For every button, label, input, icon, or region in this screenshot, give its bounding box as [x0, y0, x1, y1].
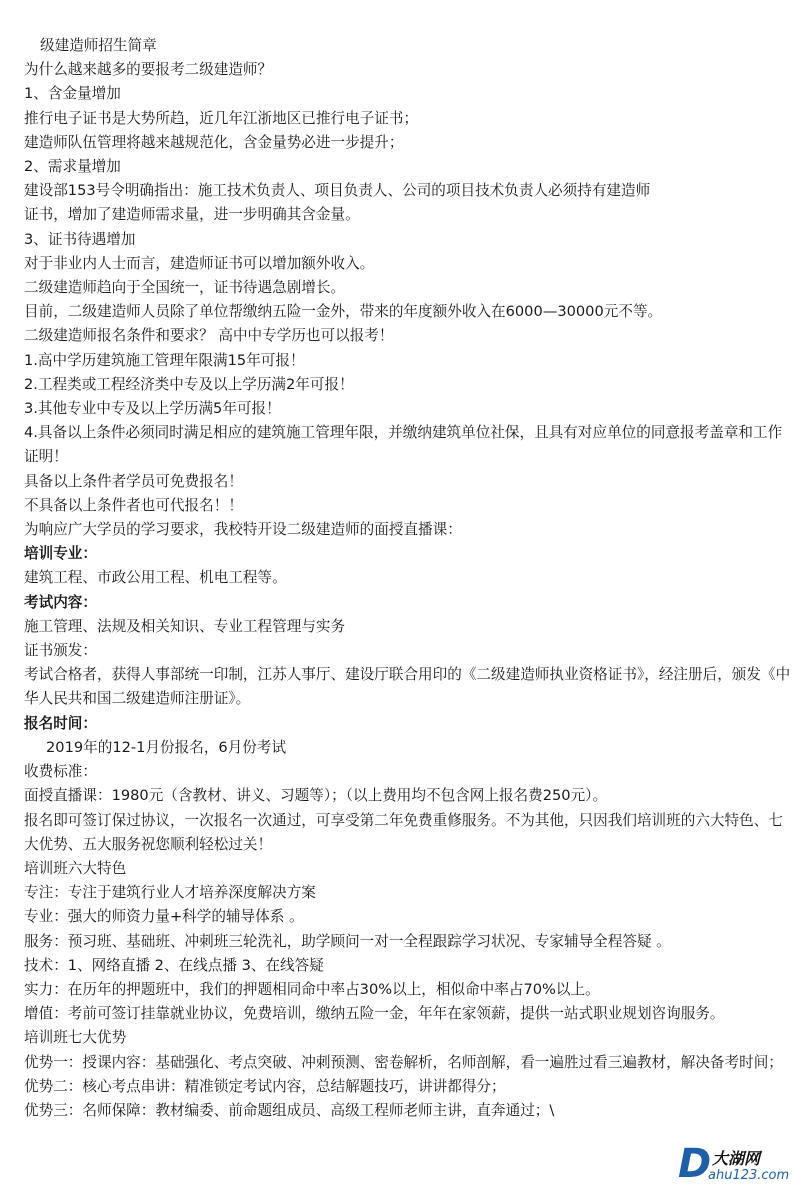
logo-d-icon: D [678, 1141, 712, 1187]
paragraph-line: 建筑工程、市政公用工程、机电工程等。 [24, 569, 287, 587]
list-item: 2.工程类或工程经济类中专及以上学历满2年可报！ [24, 375, 354, 393]
paragraph-line: 优势三：名师保障：教材编委、前命题组成员、高级工程师老师主讲，直奔通过；\ [24, 1101, 555, 1119]
doc-title: 级建造师招生简章 [40, 37, 157, 54]
paragraph-line: 增值：考前可签订挂靠就业协议，免费培训，缴纳五险一金，年年在家领薪，提供一站式职业规划咨询服务。 [24, 1005, 725, 1023]
section-heading: 2、需求量增加 [24, 158, 121, 176]
label-fee: 收费标准： [24, 763, 97, 781]
paragraph-line: 具备以上条件者学员可免费报名！ [24, 472, 243, 490]
paragraph-line: 面授直播课：1980元（含教材、讲义、习题等）；（以上费用均不包含网上报名费250元）。 [24, 787, 608, 805]
paragraph-line: 专注：专注于建筑行业人才培养深度解决方案 [24, 884, 316, 902]
section-heading: 1、含金量增加 [24, 85, 121, 103]
list-item: 3.其他专业中专及以上学历满5年可报！ [24, 400, 281, 418]
paragraph-line: 为响应广大学员的学习要求，我校特开设二级建造师的面授直播课： [24, 521, 462, 539]
paragraph-line: 服务：预习班、基础班、冲刺班三轮洗礼，助学顾问一对一全程跟踪学习状况、专家辅导全程答疑 。 [24, 932, 671, 950]
label-registration-time: 报名时间： [24, 714, 97, 732]
document-body [24, 34, 792, 1123]
list-item: 1.高中学历建筑施工管理年限满15年可报！ [24, 351, 305, 369]
paragraph-line: 施工管理、法规及相关知识、专业工程管理与实务 [24, 617, 346, 635]
watermark-logo [674, 1142, 792, 1188]
paragraph-line: 考试合格者，获得人事部统一印制，江苏人事厅、建设厅联合用印的《二级建造师执业资格证书》，经注册后，颁发《中华人民共和国二级建造师注册证》。 [24, 666, 791, 708]
label-certificate: 证书颁发： [24, 642, 97, 660]
list-item: 4.具备以上条件必须同时满足相应的建筑施工管理年限，并缴纳建筑单位社保，且具有对应单位的同意报考盖章和工作证明！ [24, 424, 783, 466]
paragraph-line: 优势二：核心考点串讲：精准锁定考试内容，总结解题技巧，讲讲都得分； [24, 1077, 506, 1095]
paragraph-line: 优势一：授课内容：基础强化、考点突破、冲刺预测、密卷解析，名师剖解，看一遍胜过看三遍教材，解决备考时间； [24, 1053, 783, 1071]
paragraph-line: 专业：强大的师资力量+科学的辅导体系 。 [24, 908, 304, 926]
paragraph-line: 报名即可签订保过协议，一次报名一次通过，可享受第二年免费重修服务。不为其他，只因我们培训班的六大特色、七大优势、五大服务祝您顺利轻松过关！ [24, 811, 783, 853]
paragraph-line: 目前，二级建造师人员除了单位帮缴纳五险一金外，带来的年度额外收入在6000—30000元不等。 [24, 303, 663, 321]
section-heading: 培训班七大优势 [24, 1029, 127, 1047]
paragraph-line: 证书，增加了建造师需求量，进一步明确其含金量。 [24, 206, 360, 224]
paragraph-line: 不具备以上条件者也可代报名！！ [24, 496, 243, 514]
paragraph-line: 建造师队伍管理将越来越规范化，含金量势必进一步提升； [24, 133, 404, 151]
section-heading: 培训班六大特色 [24, 859, 127, 877]
paragraph-line: 建设部153号令明确指出：施工技术负责人、项目负责人、公司的项目技术负责人必须持有建造师 [24, 182, 651, 200]
label-exam-content: 考试内容： [24, 593, 97, 611]
label-training-major: 培训专业： [24, 545, 97, 563]
paragraph-line: 推行电子证书是大势所趋，近几年江浙地区已推行电子证书； [24, 109, 419, 127]
paragraph-line: 2019年的12-1月份报名，6月份考试 [46, 738, 287, 756]
paragraph-line: 技术：1、网络直播 2、在线点播 3、在线答疑 [24, 956, 324, 974]
logo-name: 大湖网 [712, 1149, 761, 1168]
question-heading: 二级建造师报名条件和要求？ 高中中专学历也可以报考！ [24, 327, 394, 345]
paragraph-line: 实力：在历年的押题班中，我们的押题相同命中率占30%以上，相似命中率占70%以上。 [24, 980, 600, 998]
question-heading: 为什么越来越多的要报考二级建造师？ [24, 61, 273, 79]
section-heading: 3、证书待遇增加 [24, 230, 136, 248]
logo-url: ahu123.com [708, 1168, 790, 1183]
paragraph-line: 二级建造师趋向于全国统一，证书待遇急剧增长。 [24, 279, 346, 297]
paragraph-line: 对于非业内人士而言，建造师证书可以增加额外收入。 [24, 254, 375, 272]
